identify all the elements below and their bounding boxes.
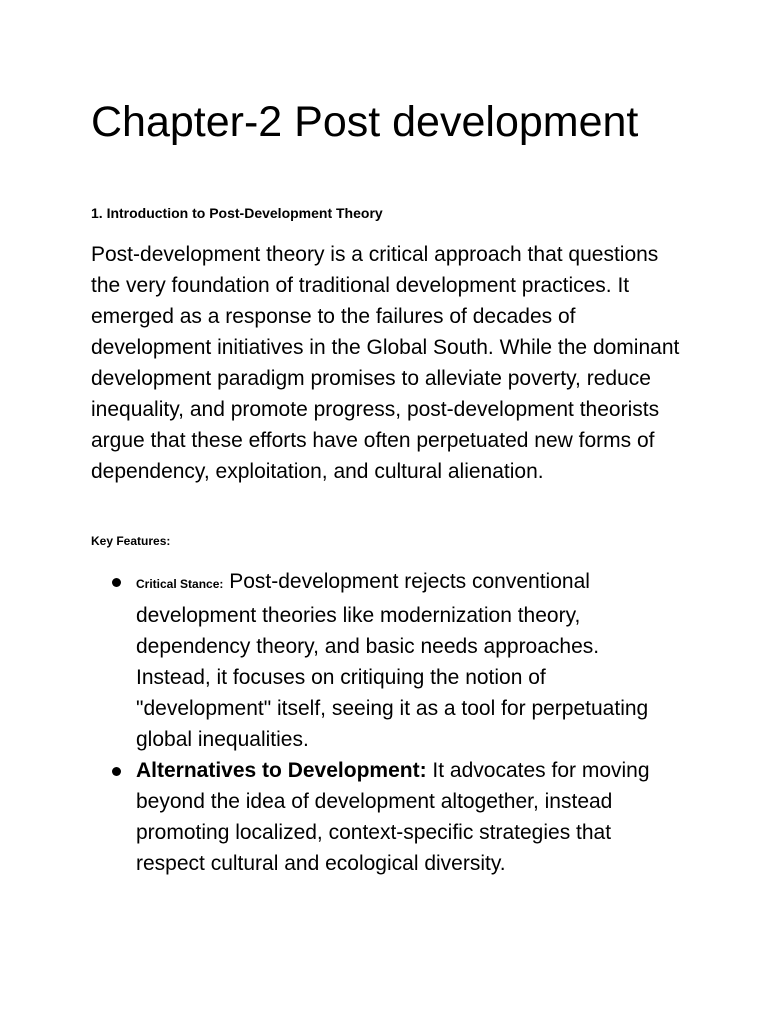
feature-item-critical-stance — [91, 566, 651, 755]
intro-paragraph: Post-development theory is a critical approach that questions the very foundation of traditional development practices. It emerged as a response to the failures of decades of development initiatives in the Global South. While the dominant development paradigm promises to alleviate poverty, reduce inequality, and promote progress, post-development theorists argue that these efforts have often perpetuated new forms of dependency, exploitation, and cultural alienation. — [91, 243, 680, 483]
section-heading: 1. Introduction to Post-Development Theory — [91, 205, 383, 221]
feature-list — [91, 566, 651, 879]
feature-item-alternatives — [91, 755, 651, 879]
feature-term: Critical Stance: — [136, 577, 224, 591]
feature-text: Post-development rejects conventional development theories like modernization theory, dependency theory, and basic needs approaches. Instead, it focuses on critiquing the notion of "development" itself, seeing it as a tool for perpetuating global inequalities. — [136, 570, 649, 751]
bullet-icon — [112, 767, 121, 776]
feature-term: Alternatives to Development: — [136, 759, 427, 782]
key-features-label: Key Features: — [91, 534, 171, 548]
bullet-icon — [112, 578, 121, 587]
chapter-title: Chapter-2 Post development — [91, 98, 639, 146]
feature-text: It advocates for moving beyond the idea of development altogether, instead promoting localized, context-specific strategies that respect cultural and ecological diversity. — [136, 759, 650, 875]
